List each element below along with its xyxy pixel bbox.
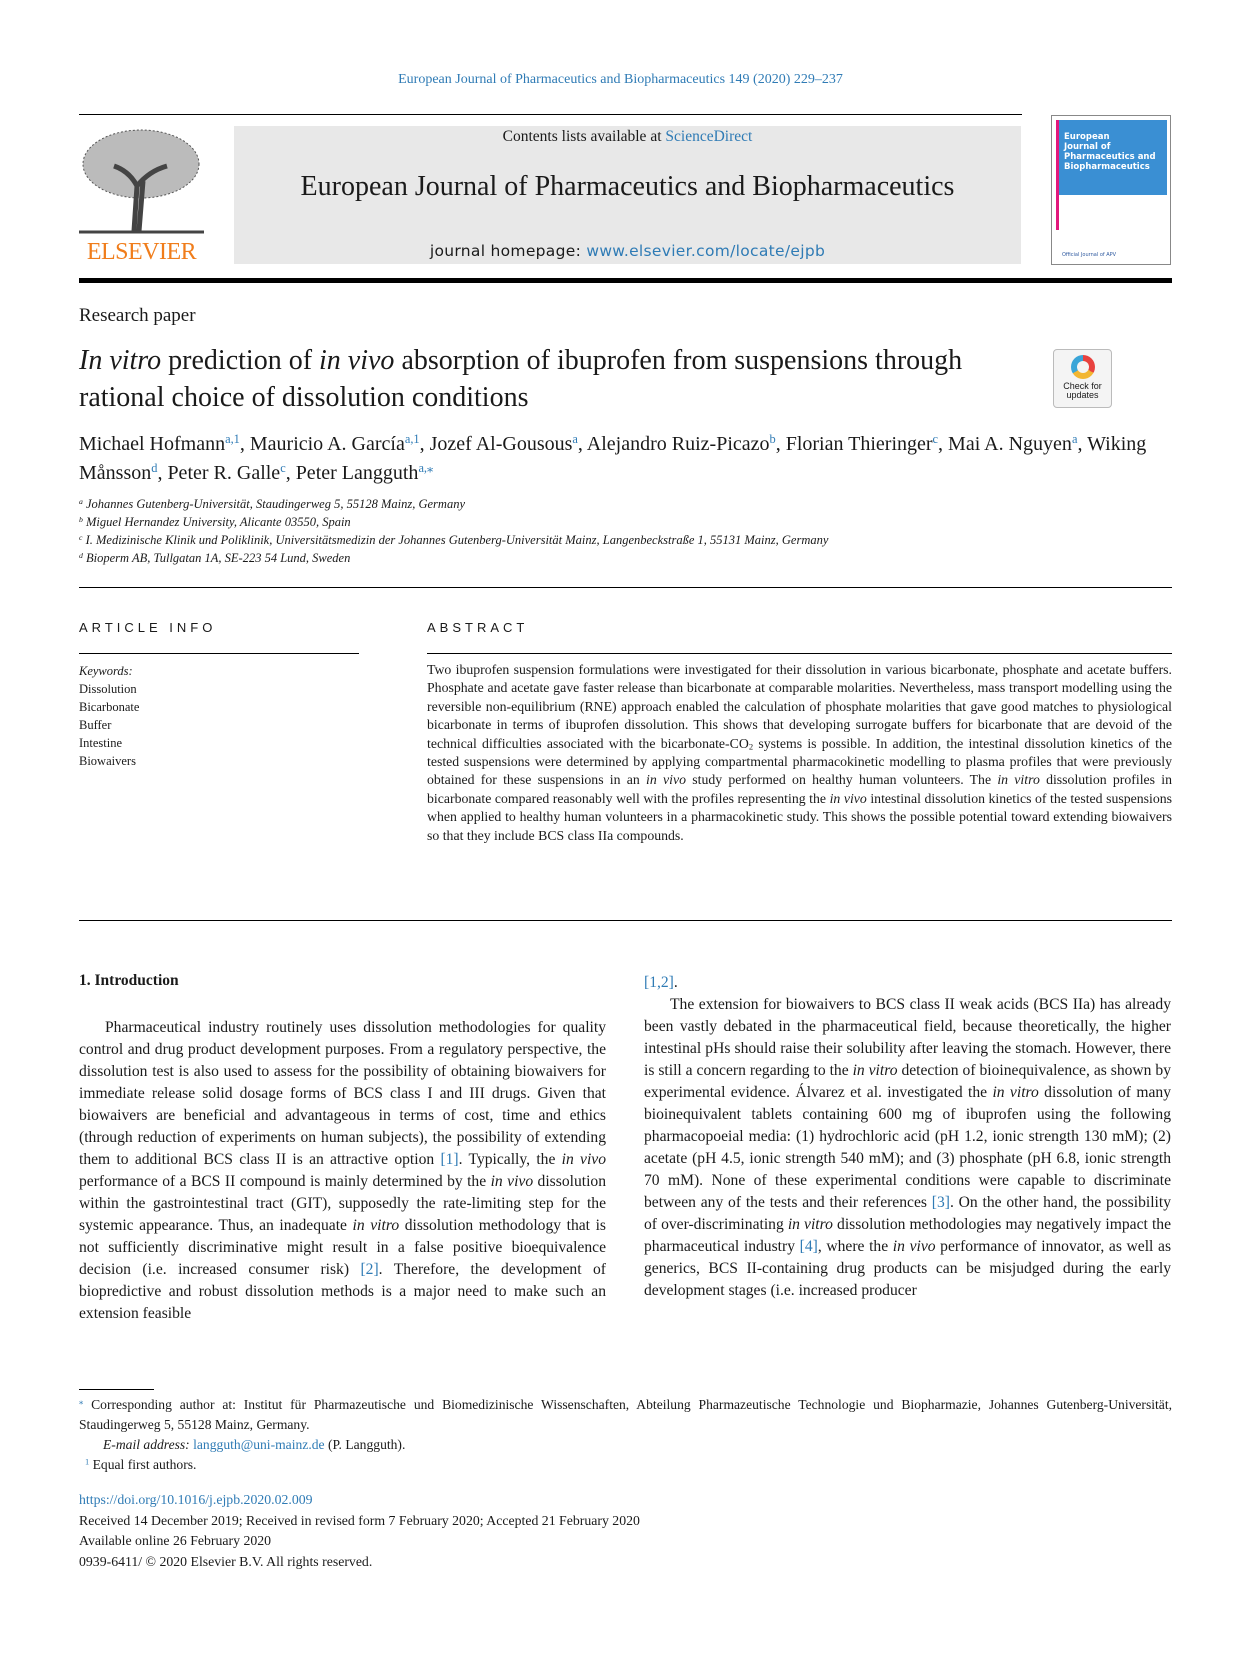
italic-text: in vivo [561, 1151, 607, 1168]
divider [79, 920, 1172, 921]
abstract-body: Two ibuprofen suspension formulations were investigated for their dissolution in various bicarbonate, phosphate and acetate buffers. Phosphate and acetate gave faster release than bicarbonate at comparable molarities. Nevertheless, mass transport modelling using the reversible non-equilibrium (RNE) approach enabled the calculation of phosphate molarities that gave good matches to physiological bicarbonate in terms of ibuprofen dissolution. This shows that developing surrogate buffers for bicarbonate that are devoid of the technical difficulties associated with the bicarbonate-$CO_2$ systems is possible. In addition, the intestinal dissolution kinetics of the tested suspensions were determined by applying compartmental pharmacokinetic modelling to plasma profiles that were previously obtained for these suspensions in an in vivo study performed on healthy human volunteers. The in vitro dissolution profiles in bicarbonate compared reasonably well with the profiles representing the in vivo intestinal dissolution kinetics of the tested suspensions when applied to healthy human volunteers in a pharmacokinetic study. This shows the possible potential toward extending biowaivers so that they include BCS class IIa compounds. [427, 662, 1172, 843]
keywords [79, 662, 139, 770]
cover-title [1064, 132, 1156, 172]
superscript[interactable]: c [932, 432, 939, 447]
reference-link[interactable]: [4] [799, 1238, 818, 1255]
cover-title-line: Pharmaceutics and [1064, 152, 1156, 162]
affiliation-a [79, 497, 465, 512]
italic-text: In vitro [79, 345, 162, 376]
superscript[interactable]: 1 [85, 1456, 90, 1467]
affiliation-mark: c [79, 532, 83, 542]
superscript[interactable]: a,⁎ [418, 461, 434, 476]
crossmark-label: Check for updates [1063, 381, 1102, 400]
article-meta [79, 1490, 640, 1572]
journal-citation[interactable]: European Journal of Pharmaceutics and Biopharmaceutics 149 (2020) 229–237 [398, 72, 843, 87]
footnote-rule [79, 1389, 154, 1390]
section-heading: 1. Introduction [79, 972, 179, 989]
italic-text: in vivo [646, 772, 686, 788]
superscript[interactable]: a,1 [225, 432, 240, 447]
superscript[interactable]: a,1 [404, 432, 420, 447]
received-dates: Received 14 December 2019; Received in revised form 7 February 2020; Accepted 21 February 2020 [79, 1512, 640, 1528]
divider [79, 587, 1172, 588]
journal-cover[interactable] [1051, 115, 1171, 265]
keyword: Buffer [79, 718, 112, 732]
crossmark-icon [1071, 355, 1095, 379]
italic-text: in vitro [997, 772, 1040, 788]
affiliation-text: I. Medizinische Klinik und Poliklinik, Universitätsmedizin der Johannes Gutenberg-Universität Mainz, Langenbeckstraße 1, 55131 Mainz, Germany [85, 533, 829, 547]
paragraph: The extension for biowaivers to BCS class II weak acids (BCS IIa) has already been vastly debated in the pharmaceutical field, because theoretically, the higher intestinal pHs should raise their solubility after leaving the stomach. However, there is still a concern regarding to the in vitro detection of bioinequivalence, as shown by experimental evidence. Álvarez et al. investigated the in vitro dissolution of many bioinequivalent tablets containing 600 mg of ibuprofen using the following pharmacopoeial media: (1) hydrochloric acid (pH 1.2, ionic strength 130 mM); (2) acetate (pH 4.5, ionic strength 540 mM); and (3) phosphate (pH 6.8, ionic strength 70 mM). None of these experimental conditions were capable to discriminate between any of the tests and their references [3]. On the other hand, the possibility of over-discriminating in vitro dissolution methodologies may negatively impact the pharmaceutical industry [4], where the in vivo performance of innovator, as well as generics, BCS II-containing drug products can be misjudged during the early development stages (i.e. increased producer [644, 996, 1172, 1299]
affiliation-mark: b [79, 514, 83, 524]
elsevier-logo[interactable] [79, 126, 204, 266]
italic-text: E-mail address: [103, 1437, 194, 1452]
cover-title-line: Journal of [1064, 142, 1111, 152]
cover-title-line: European [1064, 132, 1110, 142]
corresponding-author: ⁎ Corresponding author at: Institut für Pharmazeutische und Biomedizinische Wissenschaften, Abteilung Pharmazeutische Technologie und Biopharmazie, Johannes Gutenberg-Universität, Staudingerweg 5, 55128 Mainz, Germany. [79, 1396, 1172, 1432]
superscript[interactable]: a [572, 432, 578, 447]
italic-text: in vitro [992, 1084, 1039, 1101]
article-title: In vitro prediction of in vivo absorption of ibuprofen from suspensions through rational choice of dissolution conditions [79, 345, 963, 413]
italic-text: in vitro [787, 1216, 833, 1233]
superscript[interactable]: b [769, 432, 776, 447]
reference-link[interactable]: [1,2] [644, 974, 674, 991]
article-info-heading: ARTICLE INFO [79, 620, 217, 635]
affiliation-d [79, 551, 350, 566]
keyword: Intestine [79, 736, 123, 750]
superscript[interactable]: d [151, 461, 158, 476]
homepage-link[interactable]: www.elsevier.com/locate/ejpb [586, 242, 826, 260]
author-list: Michael Hofmann$^{a,1}$, Mauricio A. García$^{a,1}$, Jozef Al-Gousous$^a$, Alejandro Ruiz-Picazo$^b$, Florian Thieringer$^c$, Mai A. Nguyen$^a$, Wiking Månsson$^d$, Peter R. Galle$^c$, Peter Langguth$^{a,⁎}$ [79, 432, 1147, 484]
intro-column-2 [644, 972, 1171, 1302]
reference-link[interactable]: [1] [440, 1151, 459, 1168]
affiliation-text: Miguel Hernandez University, Alicante 03550, Spain [86, 515, 351, 529]
subscript: 2 [748, 741, 754, 752]
cover-title-line: Biopharmaceutics [1064, 162, 1150, 172]
reference-link[interactable]: [3] [931, 1194, 950, 1211]
abstract-heading: ABSTRACT [427, 620, 529, 635]
keywords-label: Keywords: [79, 664, 133, 678]
superscript[interactable]: c [280, 461, 286, 476]
divider [427, 653, 1172, 654]
keyword: Biowaivers [79, 754, 136, 768]
paragraph-continuation: [1,2]. [644, 974, 678, 991]
copyright: 0939-6411/ © 2020 Elsevier B.V. All rights reserved. [79, 1553, 373, 1569]
publisher-logo-text: ELSEVIER [86, 239, 197, 265]
available-online: Available online 26 February 2020 [79, 1533, 272, 1548]
paragraph: Pharmaceutical industry routinely uses dissolution methodologies for quality control and drug product development purposes. From a regulatory perspective, the dissolution test is also used to assess for the possibility of obtaining biowaivers for immediate release solid dosage forms of BCS class I and III drugs. Given that biowaivers are beneficial and advantageous in terms of cost, time and ethics (through reduction of experiments on human subjects), the possibility of extending them to additional BCS class II is an attractive option [1]. Typically, the in vivo performance of a BCS II compound is mainly determined by the in vivo dissolution within the gastrointestinal tract (GIT), supposedly the rate-limiting step for the systemic appearance. Thus, an inadequate in vitro dissolution methodology that is not sufficiently discriminative might result in a false positive bioequivalence decision (i.e. increased consumer risk) [2]. Therefore, the development of biopredictive and robust dissolution methods is a major need to make such an extension feasible [79, 1019, 607, 1322]
affiliation-mark: a [79, 496, 83, 506]
cover-stripe [1056, 120, 1059, 230]
reference-link[interactable]: langguth@uni-mainz.de [193, 1437, 325, 1452]
affiliation-c [79, 533, 828, 548]
affiliation-text: Bioperm AB, Tullgatan 1A, SE-223 54 Lund, Sweden [86, 551, 351, 565]
contents-line [234, 128, 1021, 146]
affiliation-text: Johannes Gutenberg-Universität, Staudingerweg 5, 55128 Mainz, Germany [86, 497, 465, 511]
italic-text: in vitro [352, 1217, 400, 1234]
divider [79, 114, 1022, 115]
affiliation-b [79, 515, 351, 530]
homepage-line [234, 242, 1021, 260]
tree-icon [79, 126, 204, 234]
divider [79, 653, 359, 654]
keyword: Dissolution [79, 682, 137, 696]
italic-text: in vivo [892, 1238, 936, 1255]
journal-title: European Journal of Pharmaceutics and Biopharmaceutics [300, 171, 955, 202]
email-footnote: E-mail address: langguth@uni-mainz.de (P. Langguth). [103, 1437, 406, 1452]
italic-text: in vivo [319, 345, 395, 376]
journal-banner [234, 126, 1021, 264]
article-type: Research paper [79, 305, 196, 326]
doi-link[interactable]: https://doi.org/10.1016/j.ejpb.2020.02.009 [79, 1492, 313, 1507]
sciencedirect-link[interactable]: ScienceDirect [665, 128, 753, 145]
cover-footer: Official Journal of APV [1062, 252, 1117, 258]
equal-authors-footnote: $^1$ Equal first authors. [85, 1456, 197, 1472]
superscript[interactable]: ⁎ [79, 1396, 84, 1407]
keyword: Bicarbonate [79, 700, 140, 714]
reference-link[interactable]: [2] [360, 1261, 379, 1278]
check-for-updates-button[interactable] [1053, 349, 1112, 408]
homepage-prefix: journal homepage: [429, 242, 587, 260]
italic-text: in vivo [829, 790, 867, 806]
italic-text: in vivo [490, 1173, 534, 1190]
italic-text: in vitro [852, 1062, 898, 1079]
superscript[interactable]: a [1071, 432, 1078, 447]
contents-prefix: Contents lists available at [502, 128, 666, 145]
affiliation-mark: d [79, 550, 83, 560]
intro-column-1 [79, 1017, 606, 1325]
corresponding-footnote [79, 1395, 1172, 1475]
header-rule [79, 278, 1172, 283]
